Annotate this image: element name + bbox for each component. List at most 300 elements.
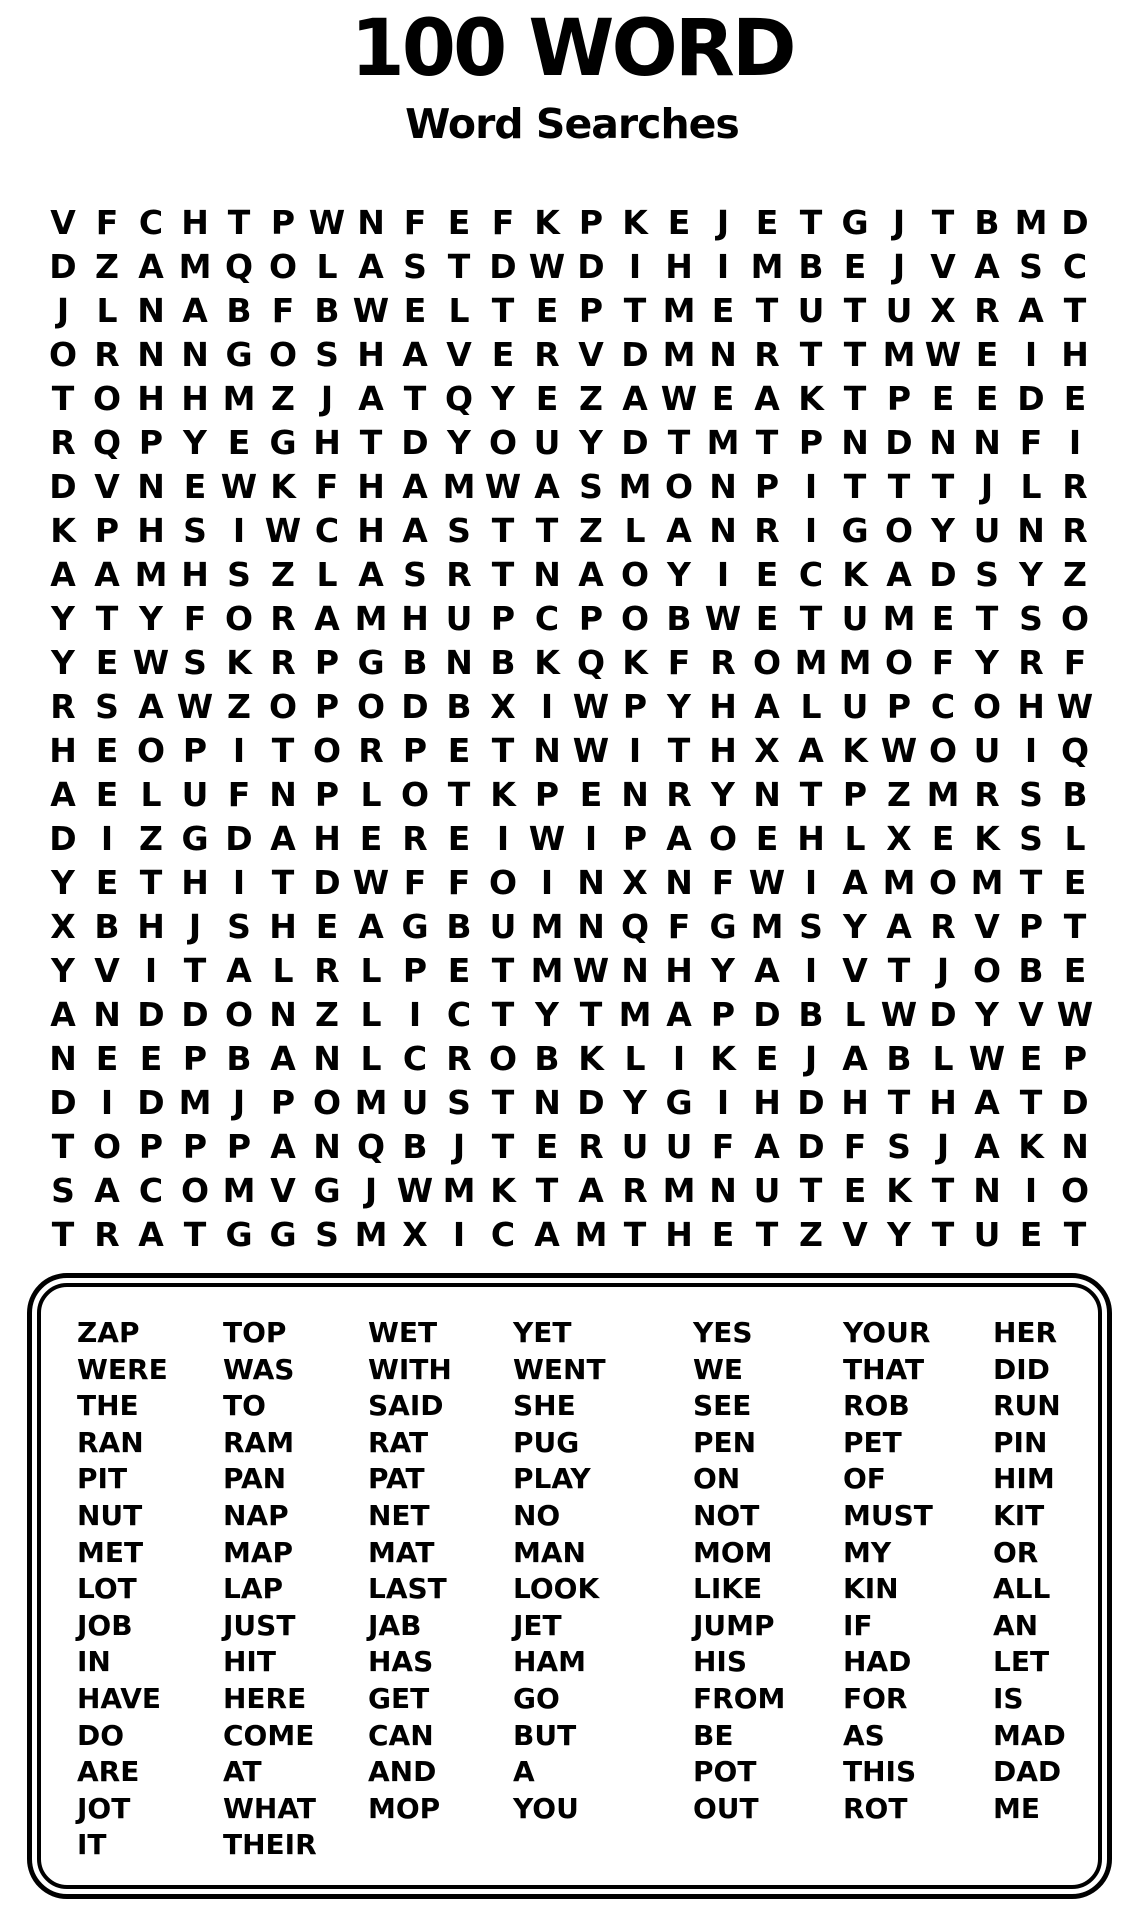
grid-letter: B (226, 290, 252, 330)
grid-letter: T (51, 1214, 75, 1254)
grid-letter: J (980, 466, 994, 506)
grid-letter: E (95, 862, 119, 902)
grid-letter: Y (931, 510, 955, 550)
grid-letter: O (268, 686, 298, 726)
grid-letter: I (540, 686, 554, 726)
grid-letter: D (797, 1126, 825, 1166)
grid-letter: A (270, 1126, 296, 1166)
grid-letter: I (232, 730, 246, 770)
grid-letter: E (755, 554, 779, 594)
grid-letter: A (974, 1082, 1000, 1122)
word-list-item: OF (843, 1462, 886, 1496)
grid-letter: E (579, 774, 603, 814)
grid-letter: B (798, 246, 824, 286)
grid-letter: A (402, 466, 428, 506)
word-list-item: WERE (77, 1352, 168, 1386)
grid-letter: O (180, 1170, 210, 1210)
grid-letter: O (400, 774, 430, 814)
grid-letter: T (887, 950, 911, 990)
grid-letter: H (1061, 334, 1089, 374)
grid-letter: W (264, 510, 302, 550)
word-list-item: WITH (368, 1352, 452, 1386)
word-list-item: RAT (368, 1425, 429, 1459)
grid-letter: I (716, 246, 730, 286)
grid-letter: B (1018, 950, 1044, 990)
grid-letter: W (176, 686, 214, 726)
grid-letter: Q (356, 1126, 386, 1166)
grid-letter: C (314, 510, 340, 550)
grid-letter: W (572, 686, 610, 726)
grid-letter: H (181, 202, 209, 242)
grid-letter: W (660, 378, 698, 418)
grid-letter: D (137, 994, 165, 1034)
grid-letter: T (755, 1214, 779, 1254)
word-list-item: YOU (513, 1791, 579, 1825)
grid-letter: D (753, 994, 781, 1034)
grid-letter: U (621, 1126, 649, 1166)
grid-letter: T (931, 202, 955, 242)
grid-letter: E (227, 422, 251, 462)
grid-letter: V (930, 246, 956, 286)
grid-letter: W (352, 862, 390, 902)
grid-letter: N (137, 334, 165, 374)
grid-letter: W (1056, 994, 1094, 1034)
word-list-column (843, 1315, 933, 1827)
grid-letter: O (312, 730, 342, 770)
grid-letter: R (1018, 642, 1044, 682)
grid-letter: X (930, 290, 956, 330)
word-list-item: MAN (513, 1535, 586, 1569)
grid-letter: T (183, 1214, 207, 1254)
grid-letter: M (354, 1082, 388, 1122)
grid-letter: D (49, 246, 77, 286)
grid-letter: A (270, 818, 296, 858)
grid-letter: T (139, 862, 163, 902)
grid-letter: E (1019, 1038, 1043, 1078)
grid-letter: D (225, 818, 253, 858)
word-list-item: ROT (843, 1791, 908, 1825)
grid-letter: A (666, 818, 692, 858)
grid-letter: V (578, 334, 604, 374)
grid-letter: N (929, 422, 957, 462)
grid-letter: V (270, 1170, 296, 1210)
word-list-item: YET (513, 1316, 572, 1349)
grid-letter: H (357, 334, 385, 374)
grid-letter: C (1062, 246, 1088, 286)
grid-letter: Y (579, 422, 603, 462)
grid-letter: R (534, 334, 560, 374)
grid-letter: M (222, 1170, 256, 1210)
grid-letter: A (798, 730, 824, 770)
grid-letter: T (931, 466, 955, 506)
grid-letter: X (754, 730, 780, 770)
word-list-item: AN (993, 1608, 1039, 1642)
grid-letter: T (667, 730, 691, 770)
grid-letter: M (530, 906, 564, 946)
grid-letter: S (887, 1126, 911, 1166)
grid-letter: T (491, 554, 515, 594)
grid-letter: B (1062, 774, 1088, 814)
grid-letter: E (667, 202, 691, 242)
grid-letter: R (754, 510, 780, 550)
grid-letter: F (403, 202, 427, 242)
grid-letter: I (628, 730, 642, 770)
grid-letter: T (799, 598, 823, 638)
word-list-item: HIT (223, 1645, 276, 1679)
grid-letter: F (183, 598, 207, 638)
grid-letter: E (711, 290, 735, 330)
grid-letter: J (936, 950, 950, 990)
grid-letter: N (753, 774, 781, 814)
grid-letter: B (226, 1038, 252, 1078)
grid-letter: L (448, 290, 470, 330)
grid-letter: I (232, 862, 246, 902)
grid-letter: D (621, 422, 649, 462)
grid-letter: T (1019, 1082, 1043, 1122)
grid-letter: W (748, 862, 786, 902)
grid-letter: P (270, 1082, 296, 1122)
grid-letter: S (1019, 246, 1043, 286)
grid-letter: B (886, 1038, 912, 1078)
word-list-item: WAS (223, 1352, 295, 1386)
grid-letter: T (491, 510, 515, 550)
grid-letter: K (1018, 1126, 1044, 1166)
grid-letter: T (755, 422, 779, 462)
grid-letter: D (49, 466, 77, 506)
word-list-item: LAST (368, 1572, 447, 1606)
grid-letter: Q (444, 378, 474, 418)
grid-letter: H (753, 1082, 781, 1122)
word-list-column (368, 1315, 452, 1827)
grid-letter: T (51, 1126, 75, 1166)
grid-letter: F (843, 1126, 867, 1166)
word-list-item: DO (77, 1718, 125, 1752)
grid-letter: P (578, 598, 604, 638)
grid-letter: L (624, 510, 646, 550)
grid-letter: H (181, 862, 209, 902)
grid-letter: D (577, 1082, 605, 1122)
grid-letter: S (799, 906, 823, 946)
grid-letter: O (884, 642, 914, 682)
grid-letter: V (94, 466, 120, 506)
grid-letter: D (1061, 1082, 1089, 1122)
grid-letter: P (578, 290, 604, 330)
grid-letter: O (488, 1038, 518, 1078)
grid-letter: E (447, 202, 471, 242)
grid-letter: V (94, 950, 120, 990)
grid-letter: D (401, 422, 429, 462)
grid-letter: Z (95, 246, 119, 286)
grid-letter: P (402, 730, 428, 770)
grid-letter: R (974, 290, 1000, 330)
grid-letter: M (662, 334, 696, 374)
grid-letter: D (49, 1082, 77, 1122)
grid-letter: R (270, 598, 296, 638)
grid-letter: M (970, 862, 1004, 902)
grid-letter: T (799, 202, 823, 242)
page-title: 100 WORD (350, 4, 794, 94)
grid-letter: A (754, 1126, 780, 1166)
grid-letter: Y (975, 994, 999, 1034)
word-list-item: MUST (843, 1498, 933, 1532)
grid-letter: R (94, 334, 120, 374)
grid-letter: Y (51, 598, 75, 638)
grid-letter: Z (887, 774, 911, 814)
grid-letter: U (181, 774, 209, 814)
word-list-item: PIN (993, 1425, 1048, 1459)
grid-letter: U (973, 510, 1001, 550)
grid-letter: K (842, 554, 868, 594)
grid-letter: M (750, 906, 784, 946)
word-list-item: MOP (368, 1791, 441, 1825)
grid-letter: R (314, 950, 340, 990)
grid-letter: W (924, 334, 962, 374)
grid-letter: O (884, 510, 914, 550)
grid-letter: G (313, 1170, 341, 1210)
grid-letter: M (442, 1170, 476, 1210)
grid-letter: H (841, 1082, 869, 1122)
grid-letter: T (491, 994, 515, 1034)
grid-letter: H (137, 510, 165, 550)
grid-letter: Q (1060, 730, 1090, 770)
word-list-item: MY (843, 1535, 892, 1569)
grid-letter: D (1061, 202, 1089, 242)
grid-letter: E (139, 1038, 163, 1078)
grid-letter: N (577, 906, 605, 946)
grid-letter: H (137, 906, 165, 946)
grid-letter: P (138, 422, 164, 462)
grid-letter: K (710, 1038, 736, 1078)
word-list-item: RAM (223, 1425, 295, 1459)
grid-letter: E (931, 598, 955, 638)
grid-letter: X (886, 818, 912, 858)
grid-letter: V (1018, 994, 1044, 1034)
grid-letter: A (974, 1126, 1000, 1166)
grid-letter: E (359, 818, 383, 858)
grid-letter: F (667, 642, 691, 682)
grid-letter: L (1020, 466, 1042, 506)
grid-letter: F (1019, 422, 1043, 462)
grid-letter: T (755, 290, 779, 330)
word-list-item: CAN (368, 1718, 434, 1752)
word-list-item: GET (368, 1681, 430, 1715)
grid-letter: T (887, 1082, 911, 1122)
grid-letter: N (709, 466, 737, 506)
grid-letter: O (48, 334, 78, 374)
word-list-item: KIN (843, 1572, 899, 1606)
grid-letter: D (621, 334, 649, 374)
word-list-item: PAT (368, 1462, 425, 1496)
grid-letter: T (447, 246, 471, 286)
grid-letter: I (1024, 334, 1038, 374)
grid-letter: U (445, 598, 473, 638)
word-list-item: MAP (223, 1535, 294, 1569)
grid-letter: O (664, 466, 694, 506)
grid-letter: Z (139, 818, 163, 858)
grid-letter: E (711, 378, 735, 418)
grid-letter: P (886, 686, 912, 726)
word-list-item: IN (77, 1645, 111, 1679)
grid-letter: I (496, 818, 510, 858)
grid-letter: B (314, 290, 340, 330)
grid-letter: E (535, 378, 559, 418)
grid-letter: R (446, 554, 472, 594)
grid-letter: S (51, 1170, 75, 1210)
grid-letter: M (618, 466, 652, 506)
word-list-item: ZAP (77, 1316, 140, 1349)
grid-letter: U (489, 906, 517, 946)
grid-letter: A (226, 950, 252, 990)
grid-letter: U (753, 1170, 781, 1210)
word-list-item: HAM (513, 1645, 586, 1679)
word-list-item: DAD (993, 1755, 1062, 1789)
grid-letter: E (535, 290, 559, 330)
grid-letter: Z (579, 510, 603, 550)
grid-letter: N (973, 1170, 1001, 1210)
grid-letter: E (755, 818, 779, 858)
grid-letter: N (665, 862, 693, 902)
grid-letter: H (1017, 686, 1045, 726)
word-list-item: AND (368, 1755, 437, 1789)
word-list-item: ALL (993, 1572, 1051, 1606)
grid-letter: M (530, 950, 564, 990)
grid-letter: E (975, 378, 999, 418)
grid-letter: P (754, 466, 780, 506)
word-list-item: GO (513, 1681, 560, 1715)
grid-letter: W (396, 1170, 434, 1210)
grid-letter: A (94, 554, 120, 594)
grid-letter: T (271, 730, 295, 770)
word-list-column (693, 1315, 785, 1827)
grid-letter: G (357, 642, 385, 682)
grid-letter: T (491, 730, 515, 770)
grid-letter: D (1017, 378, 1045, 418)
grid-letter: A (402, 334, 428, 374)
grid-letter: H (181, 554, 209, 594)
word-list-item: AT (223, 1755, 262, 1789)
grid-letter: G (269, 1214, 297, 1254)
grid-letter: I (1024, 730, 1038, 770)
grid-letter: A (50, 774, 76, 814)
grid-letter: A (534, 1214, 560, 1254)
grid-letter: K (490, 774, 516, 814)
grid-letter: M (882, 598, 916, 638)
grid-letter: B (446, 686, 472, 726)
grid-letter: P (182, 1126, 208, 1166)
grid-letter: X (490, 686, 516, 726)
grid-letter: N (357, 202, 385, 242)
grid-letter: W (220, 466, 258, 506)
grid-letter: M (750, 246, 784, 286)
grid-letter: B (666, 598, 692, 638)
grid-letter: K (534, 202, 560, 242)
grid-letter: F (315, 466, 339, 506)
grid-letter: R (1062, 510, 1088, 550)
grid-letter: H (269, 906, 297, 946)
grid-letter: O (356, 686, 386, 726)
grid-letter: R (50, 422, 76, 462)
word-list-item: HIM (993, 1462, 1055, 1496)
grid-letter: E (403, 290, 427, 330)
word-list-item: YES (693, 1316, 753, 1349)
grid-letter: Y (887, 1214, 911, 1254)
grid-letter: M (794, 642, 828, 682)
grid-letter: O (224, 598, 254, 638)
grid-letter: F (711, 862, 735, 902)
grid-letter: A (754, 378, 780, 418)
word-list-item: WET (368, 1316, 438, 1349)
grid-letter: M (354, 598, 388, 638)
grid-letter: D (929, 554, 957, 594)
grid-letter: D (401, 686, 429, 726)
grid-letter: T (667, 422, 691, 462)
word-list-item: ARE (77, 1755, 140, 1789)
word-list-item: A (513, 1755, 535, 1789)
grid-letter: H (665, 950, 693, 990)
grid-letter: E (315, 906, 339, 946)
grid-letter: A (666, 994, 692, 1034)
grid-letter: P (226, 1126, 252, 1166)
grid-letter: G (225, 1214, 253, 1254)
grid-letter: P (182, 1038, 208, 1078)
grid-letter: H (929, 1082, 957, 1122)
grid-letter: Z (579, 378, 603, 418)
grid-letter: A (578, 554, 604, 594)
grid-letter: G (841, 510, 869, 550)
grid-letter: P (314, 686, 340, 726)
grid-letter: L (360, 1038, 382, 1078)
grid-letter: W (572, 950, 610, 990)
grid-letter: D (929, 994, 957, 1034)
grid-letter: B (402, 642, 428, 682)
word-list-item: JAB (368, 1608, 422, 1642)
grid-letter: P (1062, 1038, 1088, 1078)
grid-letter: U (973, 730, 1001, 770)
grid-letter: R (446, 1038, 472, 1078)
grid-letter: M (222, 378, 256, 418)
grid-letter: K (578, 1038, 604, 1078)
grid-letter: O (268, 334, 298, 374)
grid-letter: N (1017, 510, 1045, 550)
grid-letter: W (1056, 686, 1094, 726)
grid-letter: N (137, 466, 165, 506)
grid-letter: D (489, 246, 517, 286)
word-list-item: OUT (693, 1791, 759, 1825)
grid-letter: R (1062, 466, 1088, 506)
word-list-item: ME (993, 1791, 1040, 1825)
grid-letter: S (183, 642, 207, 682)
word-list-item: JOT (77, 1791, 131, 1825)
word-list-item: LOT (77, 1572, 137, 1606)
word-list-item: NAP (223, 1498, 289, 1532)
word-list-item: ON (693, 1462, 741, 1496)
grid-letter: F (403, 862, 427, 902)
grid-letter: Y (667, 554, 691, 594)
grid-letter: G (225, 334, 253, 374)
word-list-box (27, 1273, 1112, 1899)
grid-letter: W (308, 202, 346, 242)
grid-letter: M (882, 334, 916, 374)
grid-letter: O (268, 246, 298, 286)
grid-letter: U (797, 290, 825, 330)
grid-letter: K (798, 378, 824, 418)
grid-letter: X (50, 906, 76, 946)
grid-letter: H (313, 422, 341, 462)
grid-letter: A (138, 1214, 164, 1254)
grid-letter: T (623, 290, 647, 330)
grid-letter: H (665, 1214, 693, 1254)
grid-letter: M (574, 1214, 608, 1254)
